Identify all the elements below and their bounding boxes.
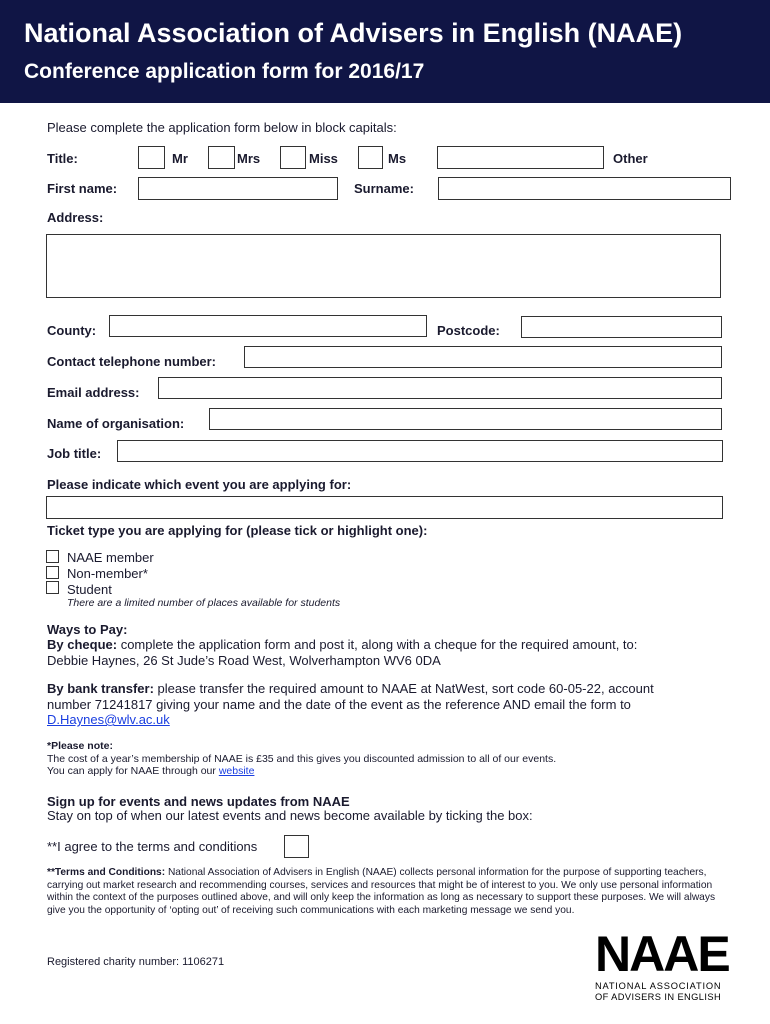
signup-heading: Sign up for events and news updates from NAAE — [47, 794, 350, 809]
title-mrs-label: Mrs — [237, 151, 261, 166]
ticket-label: Ticket type you are applying for (please tick or highlight one): — [47, 523, 428, 538]
logo-wordmark: NAAE — [595, 926, 729, 982]
agree-label: **I agree to the terms and conditions — [47, 839, 258, 854]
surname-input[interactable] — [438, 177, 731, 200]
title-miss-label: Miss — [309, 151, 338, 166]
email-label: Email address: — [47, 385, 140, 400]
cheque-text: complete the application form and post it, along with a cheque for the required amount, to: — [117, 637, 638, 652]
naae-logo — [595, 926, 735, 1005]
page-subtitle: Conference application form for 2016/17 — [24, 60, 425, 83]
title-mr-checkbox[interactable] — [138, 146, 165, 169]
ticket-member-checkbox[interactable] — [46, 550, 59, 563]
ticket-nonmember-label: Non-member* — [67, 566, 148, 581]
phone-input[interactable] — [244, 346, 722, 368]
note-line-2-prefix: You can apply for NAAE through our — [47, 765, 219, 777]
logo-line-1: NATIONAL ASSOCIATION — [595, 981, 722, 991]
ticket-member-label: NAAE member — [67, 550, 154, 565]
county-label: County: — [47, 323, 97, 338]
first-name-input[interactable] — [138, 177, 338, 200]
bank-text-2: number 71241817 giving your name and the date of the event as the reference AND email the form to — [47, 697, 631, 712]
title-ms-label: Ms — [388, 151, 407, 166]
title-ms-checkbox[interactable] — [358, 146, 383, 169]
event-label: Please indicate which event you are applying for: — [47, 477, 352, 492]
page-title: National Association of Advisers in English (NAAE) — [24, 18, 683, 48]
county-input[interactable] — [109, 315, 427, 337]
bank-email-link[interactable]: D.Haynes@wlv.ac.uk — [47, 712, 170, 727]
charity-number: Registered charity number: 1106271 — [47, 956, 225, 968]
header-banner — [0, 0, 770, 103]
ticket-student-checkbox[interactable] — [46, 581, 59, 594]
ticket-student-label: Student — [67, 582, 112, 597]
note-heading: *Please note: — [47, 740, 113, 752]
payment-heading: Ways to Pay: — [47, 622, 128, 637]
terms-paragraph — [47, 867, 727, 917]
job-title-label: Job title: — [47, 446, 102, 461]
title-miss-checkbox[interactable] — [280, 146, 306, 169]
bank-line-1 — [47, 681, 654, 697]
first-name-label: First name: — [47, 181, 118, 196]
surname-label: Surname: — [354, 181, 414, 196]
note-line-1: The cost of a year’s membership of NAAE is £35 and this gives you discounted admission to all of our events. — [47, 753, 557, 765]
note-line-2 — [47, 765, 254, 777]
website-link[interactable]: website — [218, 765, 255, 777]
cheque-line — [47, 637, 637, 653]
title-mrs-checkbox[interactable] — [208, 146, 235, 169]
address-input[interactable] — [46, 234, 721, 298]
job-title-input[interactable] — [117, 440, 723, 462]
cheque-label: By cheque: — [47, 637, 118, 652]
phone-label: Contact telephone number: — [47, 354, 217, 369]
agree-checkbox[interactable] — [284, 835, 309, 858]
organisation-input[interactable] — [209, 408, 722, 430]
terms-label: **Terms and Conditions: — [47, 867, 166, 878]
intro-text: Please complete the application form below in block capitals: — [47, 120, 397, 135]
bank-text-1: please transfer the required amount to NAAE at NatWest, sort code 60-05-22, account — [153, 681, 654, 696]
address-label: Address: — [47, 210, 104, 225]
title-other-label: Other — [613, 151, 648, 166]
postcode-input[interactable] — [521, 316, 722, 338]
student-note: There are a limited number of places available for students — [67, 597, 341, 609]
title-mr-label: Mr — [172, 151, 188, 166]
event-input[interactable] — [46, 496, 723, 519]
organisation-label: Name of organisation: — [47, 416, 185, 431]
cheque-address: Debbie Haynes, 26 St Jude’s Road West, Wolverhampton WV6 0DA — [47, 653, 441, 668]
logo-line-2: OF ADVISERS IN ENGLISH — [595, 992, 722, 1002]
title-other-input[interactable] — [437, 146, 604, 169]
postcode-label: Postcode: — [437, 323, 500, 338]
title-label: Title: — [47, 151, 78, 166]
bank-label: By bank transfer: — [47, 681, 154, 696]
signup-text: Stay on top of when our latest events and news become available by ticking the box: — [47, 808, 533, 823]
ticket-nonmember-checkbox[interactable] — [46, 566, 59, 579]
email-input[interactable] — [158, 377, 722, 399]
terms-text: National Association of Advisers in English (NAAE) collects personal information for the purpose of supporting teachers, carrying out market research and recommending courses, services and resources that might be of interest to you. We only use personal information within the context of the purposes outlined above, and will only keep the information as long as necessary to support these purposes. We will always give you the opportunity of ‘opting out’ of receiving such communications with each marketing message we send you. — [47, 867, 716, 916]
